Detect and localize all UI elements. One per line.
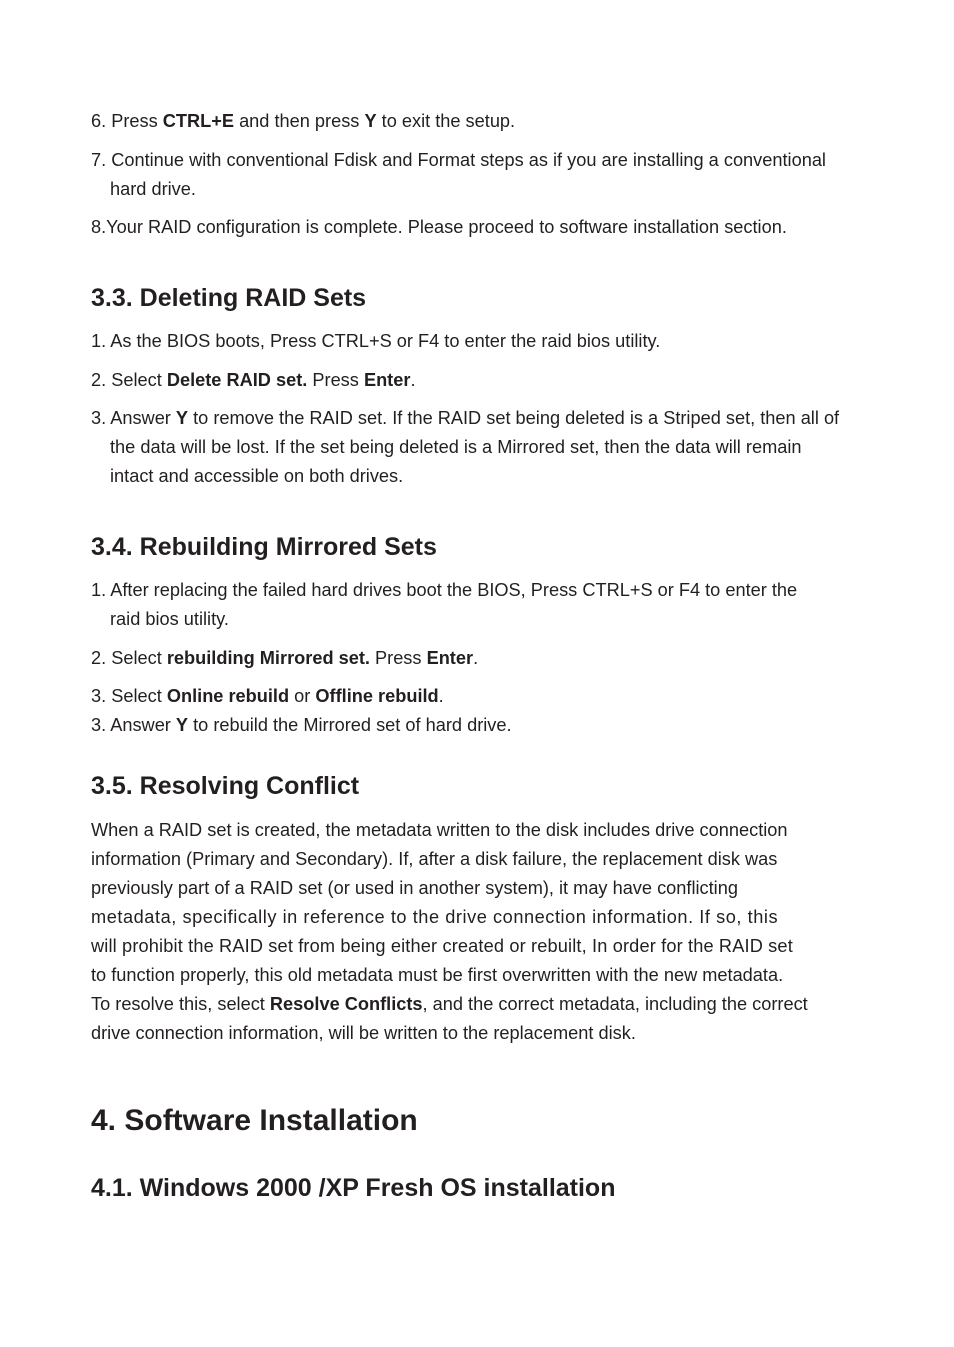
option-online-rebuild: Online rebuild [166, 686, 290, 706]
conflict-line-8: drive connection information, will be written to the replacement disk. [91, 1023, 636, 1043]
heading-software-installation: 4. Software Installation [91, 1104, 418, 1137]
conflict-line-7 [91, 990, 866, 1019]
step-6 [91, 107, 866, 136]
option-delete-raid-set: Delete RAID set. [166, 370, 308, 390]
step-7-line-2: hard drive. [110, 179, 196, 199]
rebuild-step-4 [91, 711, 866, 740]
heading-resolving-conflict: 3.5. Resolving Conflict [91, 772, 360, 800]
key-enter: Enter [363, 370, 411, 390]
heading-windows-fresh-install: 4.1. Windows 2000 /XP Fresh OS installation [91, 1174, 616, 1202]
key-enter: Enter [426, 648, 474, 668]
paragraph-text: , and the correct metadata, including the correct [422, 994, 808, 1014]
step-text: 2. Select [91, 370, 167, 390]
paragraph-text: To resolve this, select [91, 994, 270, 1014]
rebuild-step-1-line-1: 1. After replacing the failed hard drives boot the BIOS, Press CTRL+S or F4 to enter the [91, 580, 798, 600]
rebuild-step-3 [91, 682, 866, 711]
key-y: Y [175, 408, 189, 428]
option-resolve-conflicts: Resolve Conflicts [269, 994, 423, 1014]
step-text: to exit the setup. [376, 111, 516, 131]
rebuild-step-2 [91, 644, 866, 673]
delete-step-3-line-2: the data will be lost. If the set being deleted is a Mirrored set, then the data will remain [110, 437, 802, 457]
delete-step-1: 1. As the BIOS boots, Press CTRL+S or F4 to enter the raid bios utility. [91, 331, 661, 351]
step-text: 3. Select [91, 686, 167, 706]
step-text: . [473, 648, 479, 668]
step-text: Press [307, 370, 364, 390]
key-y: Y [175, 715, 189, 735]
step-text: or [289, 686, 316, 706]
step-text: 6. Press [91, 111, 163, 131]
delete-step-2 [91, 366, 866, 395]
step-text: 3. Answer [91, 408, 176, 428]
conflict-line-5: will prohibit the RAID set from being either created or rebuilt, In order for the RAID set [91, 936, 793, 956]
conflict-line-2: information (Primary and Secondary). If, after a disk failure, the replacement disk was [91, 849, 778, 869]
conflict-line-1: When a RAID set is created, the metadata written to the disk includes drive connection [91, 820, 788, 840]
conflict-line-6: to function properly, this old metadata must be first overwritten with the new metadata. [91, 965, 784, 985]
delete-step-3-line-1 [91, 404, 866, 433]
step-text: . [438, 686, 444, 706]
delete-step-3-line-3: intact and accessible on both drives. [110, 466, 404, 486]
step-text: 2. Select [91, 648, 167, 668]
key-y: Y [364, 111, 377, 131]
heading-rebuilding-mirrored-sets: 3.4. Rebuilding Mirrored Sets [91, 533, 437, 561]
option-offline-rebuild: Offline rebuild [315, 686, 439, 706]
step-text: to rebuild the Mirrored set of hard drive. [188, 715, 512, 735]
rebuild-step-1-line-2: raid bios utility. [110, 609, 229, 629]
step-text: Press [369, 648, 427, 668]
option-rebuilding-mirrored-set: rebuilding Mirrored set. [166, 648, 370, 668]
step-text: . [410, 370, 416, 390]
step-7-line-1: 7. Continue with conventional Fdisk and Format steps as if you are installing a conventional [91, 150, 826, 170]
step-text: to remove the RAID set. If the RAID set being deleted is a Striped set, then all of [188, 408, 840, 428]
key-ctrl-e: CTRL+E [162, 111, 235, 131]
conflict-line-3: previously part of a RAID set (or used in another system), it may have conflicting [91, 878, 738, 898]
heading-deleting-raid-sets: 3.3. Deleting RAID Sets [91, 284, 367, 312]
step-text: and then press [234, 111, 365, 131]
conflict-line-4: metadata, specifically in reference to the drive connection information. If so, this [91, 907, 779, 927]
step-text: 3. Answer [91, 715, 176, 735]
step-8: 8.Your RAID configuration is complete. Please proceed to software installation section. [91, 217, 787, 237]
